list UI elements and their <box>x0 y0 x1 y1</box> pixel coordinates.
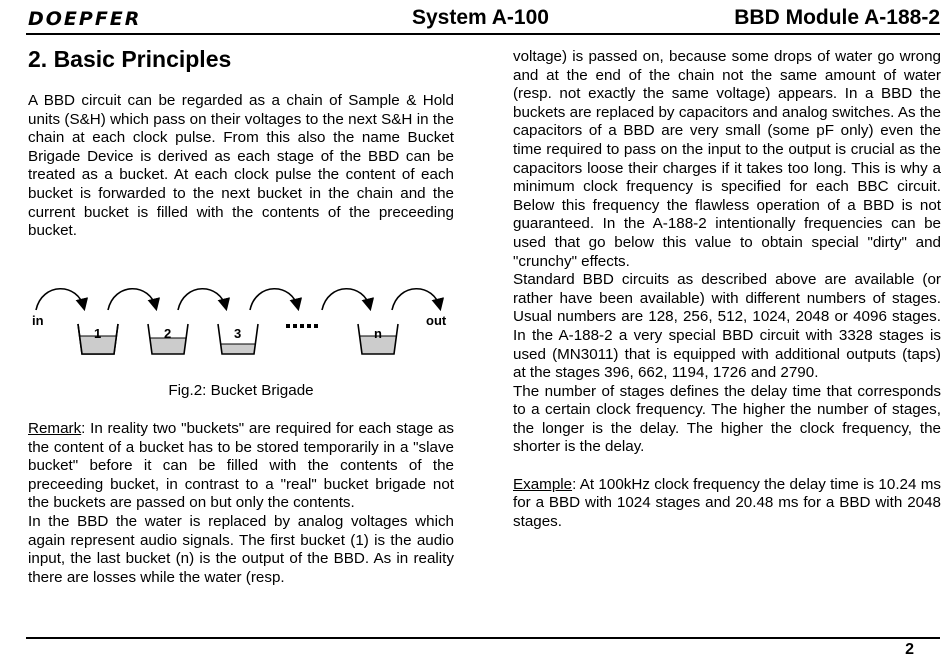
header-rule <box>26 33 940 35</box>
bucket-n-label: n <box>374 326 382 341</box>
bucket-brigade-figure <box>28 280 454 366</box>
remark-label: Remark <box>28 420 82 437</box>
stages-paragraph: Standard BBD circuits as described above are available (or rather have been available) with different numbers of stages. Usual numbers are 128, 256, 512, 1024, 2048 or 4096 stages. In the A-188-2 a very special BBD circuit with 3328 stages is used (MN3011) that is equipped with additional outputs (taps) at the stages 396, 662, 1194, 1726 and 2790. <box>513 271 941 382</box>
bbd-water-paragraph: In the BBD the water is replaced by analog voltages which again represent audio signals. The first bucket (1) is the audio input, the last bucket (n) is the output of the BBD. As in reality there are losses while the water (resp. <box>28 512 454 586</box>
arrow-3-dots <box>250 289 298 310</box>
example-paragraph <box>513 476 941 532</box>
figure-caption: Fig.2: Bucket Brigade <box>168 382 314 399</box>
label-in: in <box>32 313 44 328</box>
losses-paragraph: voltage) is passed on, because some drops of water go wrong and at the end of the chain not the same amount of water (resp. not exactly the same voltage) appears. In a BBD the buckets are replaced by capacitors and analog switches. As the capacitors of a BBD are very small (some pF only) even the time required to pass on the input to the output is crucial as the capacitors loose their charges if it takes too long. This is why a minimum clock frequency is specified for each BBC circuit. Below this frequency the flawless operation of a BBD is not guaranteed. In the A-188-2 intentionally frequencies can be used that go below this value to obtain special "dirty" and "crunchy" effects. <box>513 48 941 270</box>
arrow-dots-n <box>322 289 370 310</box>
doepfer-logo: DOEPFER <box>28 8 142 30</box>
arrow-in <box>36 289 84 310</box>
module-title: BBD Module A-188-2 <box>734 6 940 29</box>
example-label: Example <box>513 475 573 493</box>
page-header <box>26 5 940 35</box>
delay-paragraph: The number of stages defines the delay time that corresponds to a certain clock frequency. The higher the number of stages, the longer is the delay. The higher the clock frequency, the shorter is the delay. <box>513 382 941 456</box>
label-out: out <box>426 313 447 328</box>
bucket-2-label: 2 <box>164 326 172 341</box>
remark-paragraph <box>28 420 454 513</box>
remark-text: : In reality two "buckets" are required for each stage as the content of a bucket has to be stored temporarily in a "slave bucket" before it can be filled with the contents of the preceeding bucket, in contrast to a "real" bucket brigade not the buckets are passed on but only the contents. <box>28 420 454 512</box>
arrow-2-3 <box>178 289 226 310</box>
paragraph-spacer <box>513 457 941 476</box>
right-column <box>513 48 941 531</box>
footer-rule <box>26 637 940 639</box>
bucket-3-label: 3 <box>234 326 242 341</box>
bucket-1-label: 1 <box>94 326 102 341</box>
section-title: 2. Basic Principles <box>28 46 232 72</box>
page-number: 2 <box>905 641 914 658</box>
left-column-lower <box>28 420 454 587</box>
ellipsis-dots <box>286 324 318 328</box>
arrow-1-2 <box>108 289 156 310</box>
system-title: System A-100 <box>412 6 549 29</box>
arrow-out <box>392 289 440 310</box>
intro-paragraph: A BBD circuit can be regarded as a chain of Sample & Hold units (S&H) which pass on their voltages to the next S&H in the chain at each clock pulse. From this also the name Bucket Brigade Device is derived as each stage of the BBD can be treated as a bucket. At each clock pulse the content of each bucket is forwarded to the next bucket in the chain and the current bucket is filled with the contents of the preceeding bucket. <box>28 92 454 240</box>
example-text: : At 100kHz clock frequency the delay time is 10.24 ms for a BBD with 1024 stages and 20.48 ms for a BBD with 2048 stages. <box>513 475 941 530</box>
left-column <box>28 44 454 241</box>
